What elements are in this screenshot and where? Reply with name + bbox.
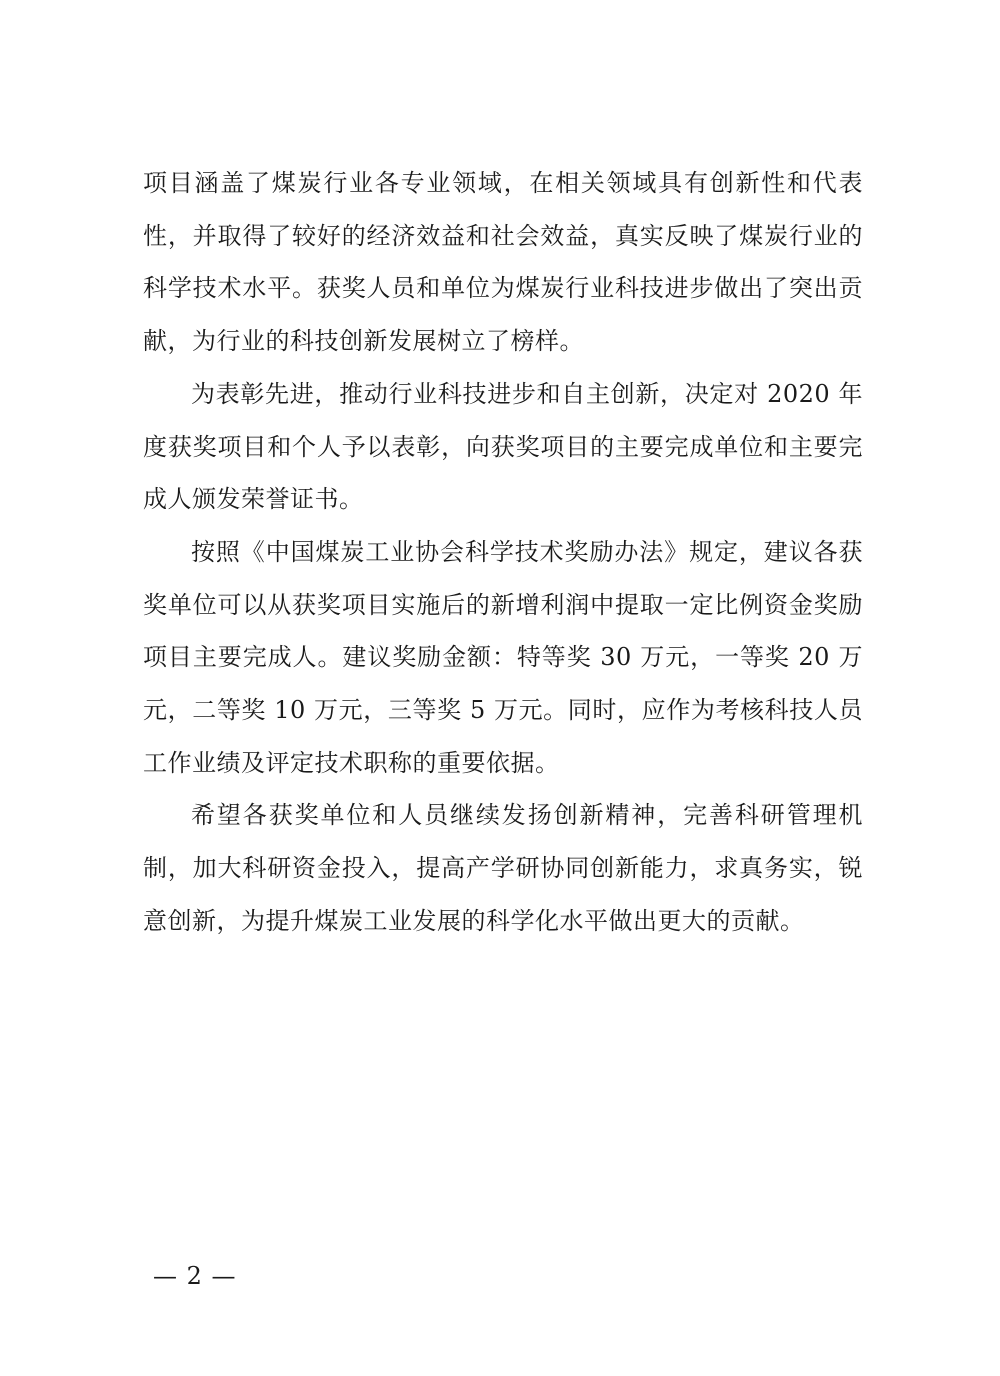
paragraph-4: 希望各获奖单位和人员继续发扬创新精神，完善科研管理机制，加大科研资金投入，提高产学研协同创新能力，求真务实，锐意创新，为提升煤炭工业发展的科学化水平做出更大的贡献。	[143, 801, 863, 935]
page-number: — 2 —	[153, 1262, 237, 1290]
document-body	[143, 157, 863, 948]
paragraph-2: 为表彰先进，推动行业科技进步和自主创新，决定对 2020 年度获奖项目和个人予以表彰，向获奖项目的主要完成单位和主要完成人颁发荣誉证书。	[143, 379, 863, 514]
paragraph-1: 项目涵盖了煤炭行业各专业领域，在相关领域具有创新性和代表性，并取得了较好的经济效益和社会效益，真实反映了煤炭行业的科学技术水平。获奖人员和单位为煤炭行业科技进步做出了突出贡献，为行业的科技创新发展树立了榜样。	[143, 169, 863, 356]
paragraph-3: 按照《中国煤炭工业协会科学技术奖励办法》规定，建议各获奖单位可以从获奖项目实施后的新增利润中提取一定比例资金奖励项目主要完成人。建议奖励金额：特等奖 30 万元，一等奖 20 万元，二等奖 10 万元，三等奖 5 万元。同时，应作为考核科技人员工作业绩及评定技术职称的重要依据。	[143, 537, 863, 777]
